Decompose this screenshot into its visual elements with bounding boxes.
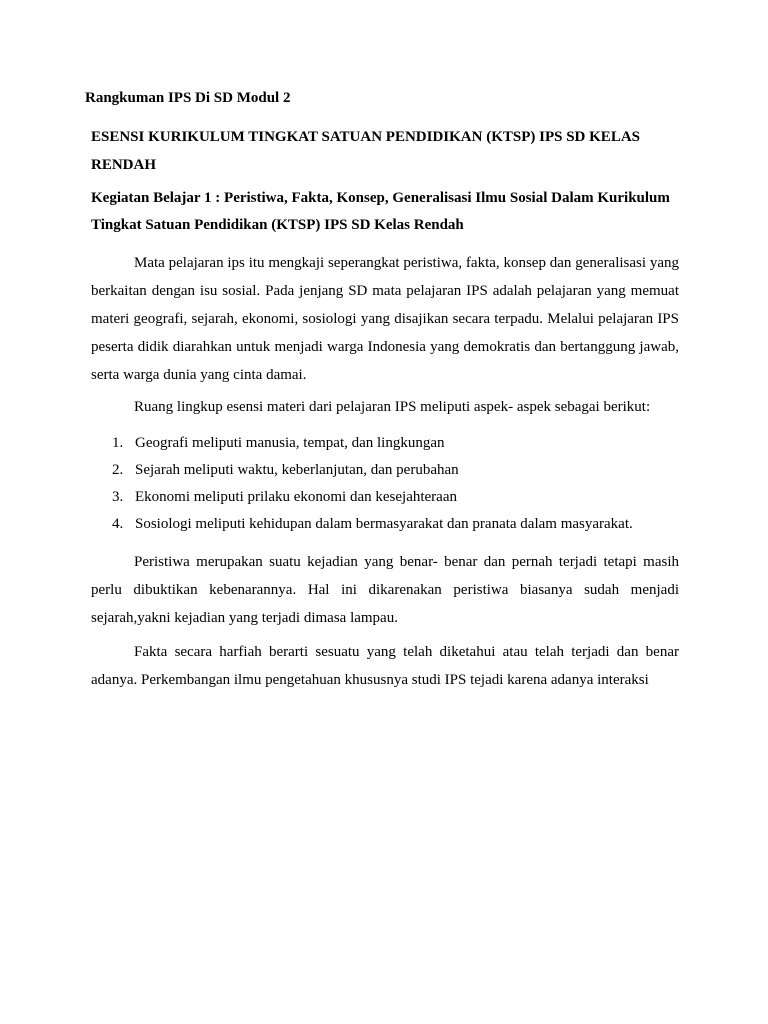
document-title: Rangkuman IPS Di SD Modul 2: [85, 90, 291, 106]
paragraph-peristiwa: Peristiwa merupakan suatu kejadian yang benar- benar dan pernah terjadi tetapi masih perlu dibuktikan kebenarannya. Hal ini dikarenakan peristiwa biasanya sudah menjadi sejarah,yakni kejadian yang terjadi dimasa lampau.: [91, 554, 679, 626]
list-item-text: Ekonomi meliputi prilaku ekonomi dan kesejahteraan: [135, 489, 457, 505]
list-item-number: 4.: [112, 516, 124, 532]
list-item: [91, 457, 681, 484]
sub-heading: Kegiatan Belajar 1 : Peristiwa, Fakta, Konsep, Generalisasi Ilmu Sosial Dalam Kurikulum Tingkat Satuan Pendidikan (KTSP) IPS SD Kelas Rendah: [91, 190, 670, 233]
list-item-number: 1.: [112, 435, 124, 451]
paragraph-fakta: Fakta secara harfiah berarti sesuatu yang telah diketahui atau telah terjadi dan benar adanya. Perkembangan ilmu pengetahuan khususnya studi IPS tejadi karena adanya interaksi: [91, 644, 679, 688]
scope-list: [91, 430, 681, 538]
list-item: [91, 511, 681, 538]
list-item-number: 3.: [112, 489, 124, 505]
list-item: [91, 484, 681, 511]
list-item-text: Geografi meliputi manusia, tempat, dan lingkungan: [135, 435, 445, 451]
paragraph-scope: Ruang lingkup esensi materi dari pelajaran IPS meliputi aspek- aspek sebagai berikut:: [134, 399, 651, 415]
list-item-text: Sosiologi meliputi kehidupan dalam bermasyarakat dan pranata dalam masyarakat.: [135, 516, 633, 532]
list-item-number: 2.: [112, 462, 124, 478]
main-heading: ESENSI KURIKULUM TINGKAT SATUAN PENDIDIKAN (KTSP) IPS SD KELAS RENDAH: [91, 129, 640, 173]
list-item-text: Sejarah meliputi waktu, keberlanjutan, dan perubahan: [135, 462, 459, 478]
paragraph-intro: Mata pelajaran ips itu mengkaji seperangkat peristiwa, fakta, konsep dan generalisasi yang berkaitan dengan isu sosial. Pada jenjang SD mata pelajaran IPS adalah pelajaran yang memuat materi geografi, sejarah, ekonomi, sosiologi yang disajikan secara terpadu. Melalui pelajaran IPS peserta didik diarahkan untuk menjadi warga Indonesia yang demokratis dan bertanggung jawab, serta warga dunia yang cinta damai.: [91, 255, 679, 383]
list-item: [91, 430, 681, 457]
